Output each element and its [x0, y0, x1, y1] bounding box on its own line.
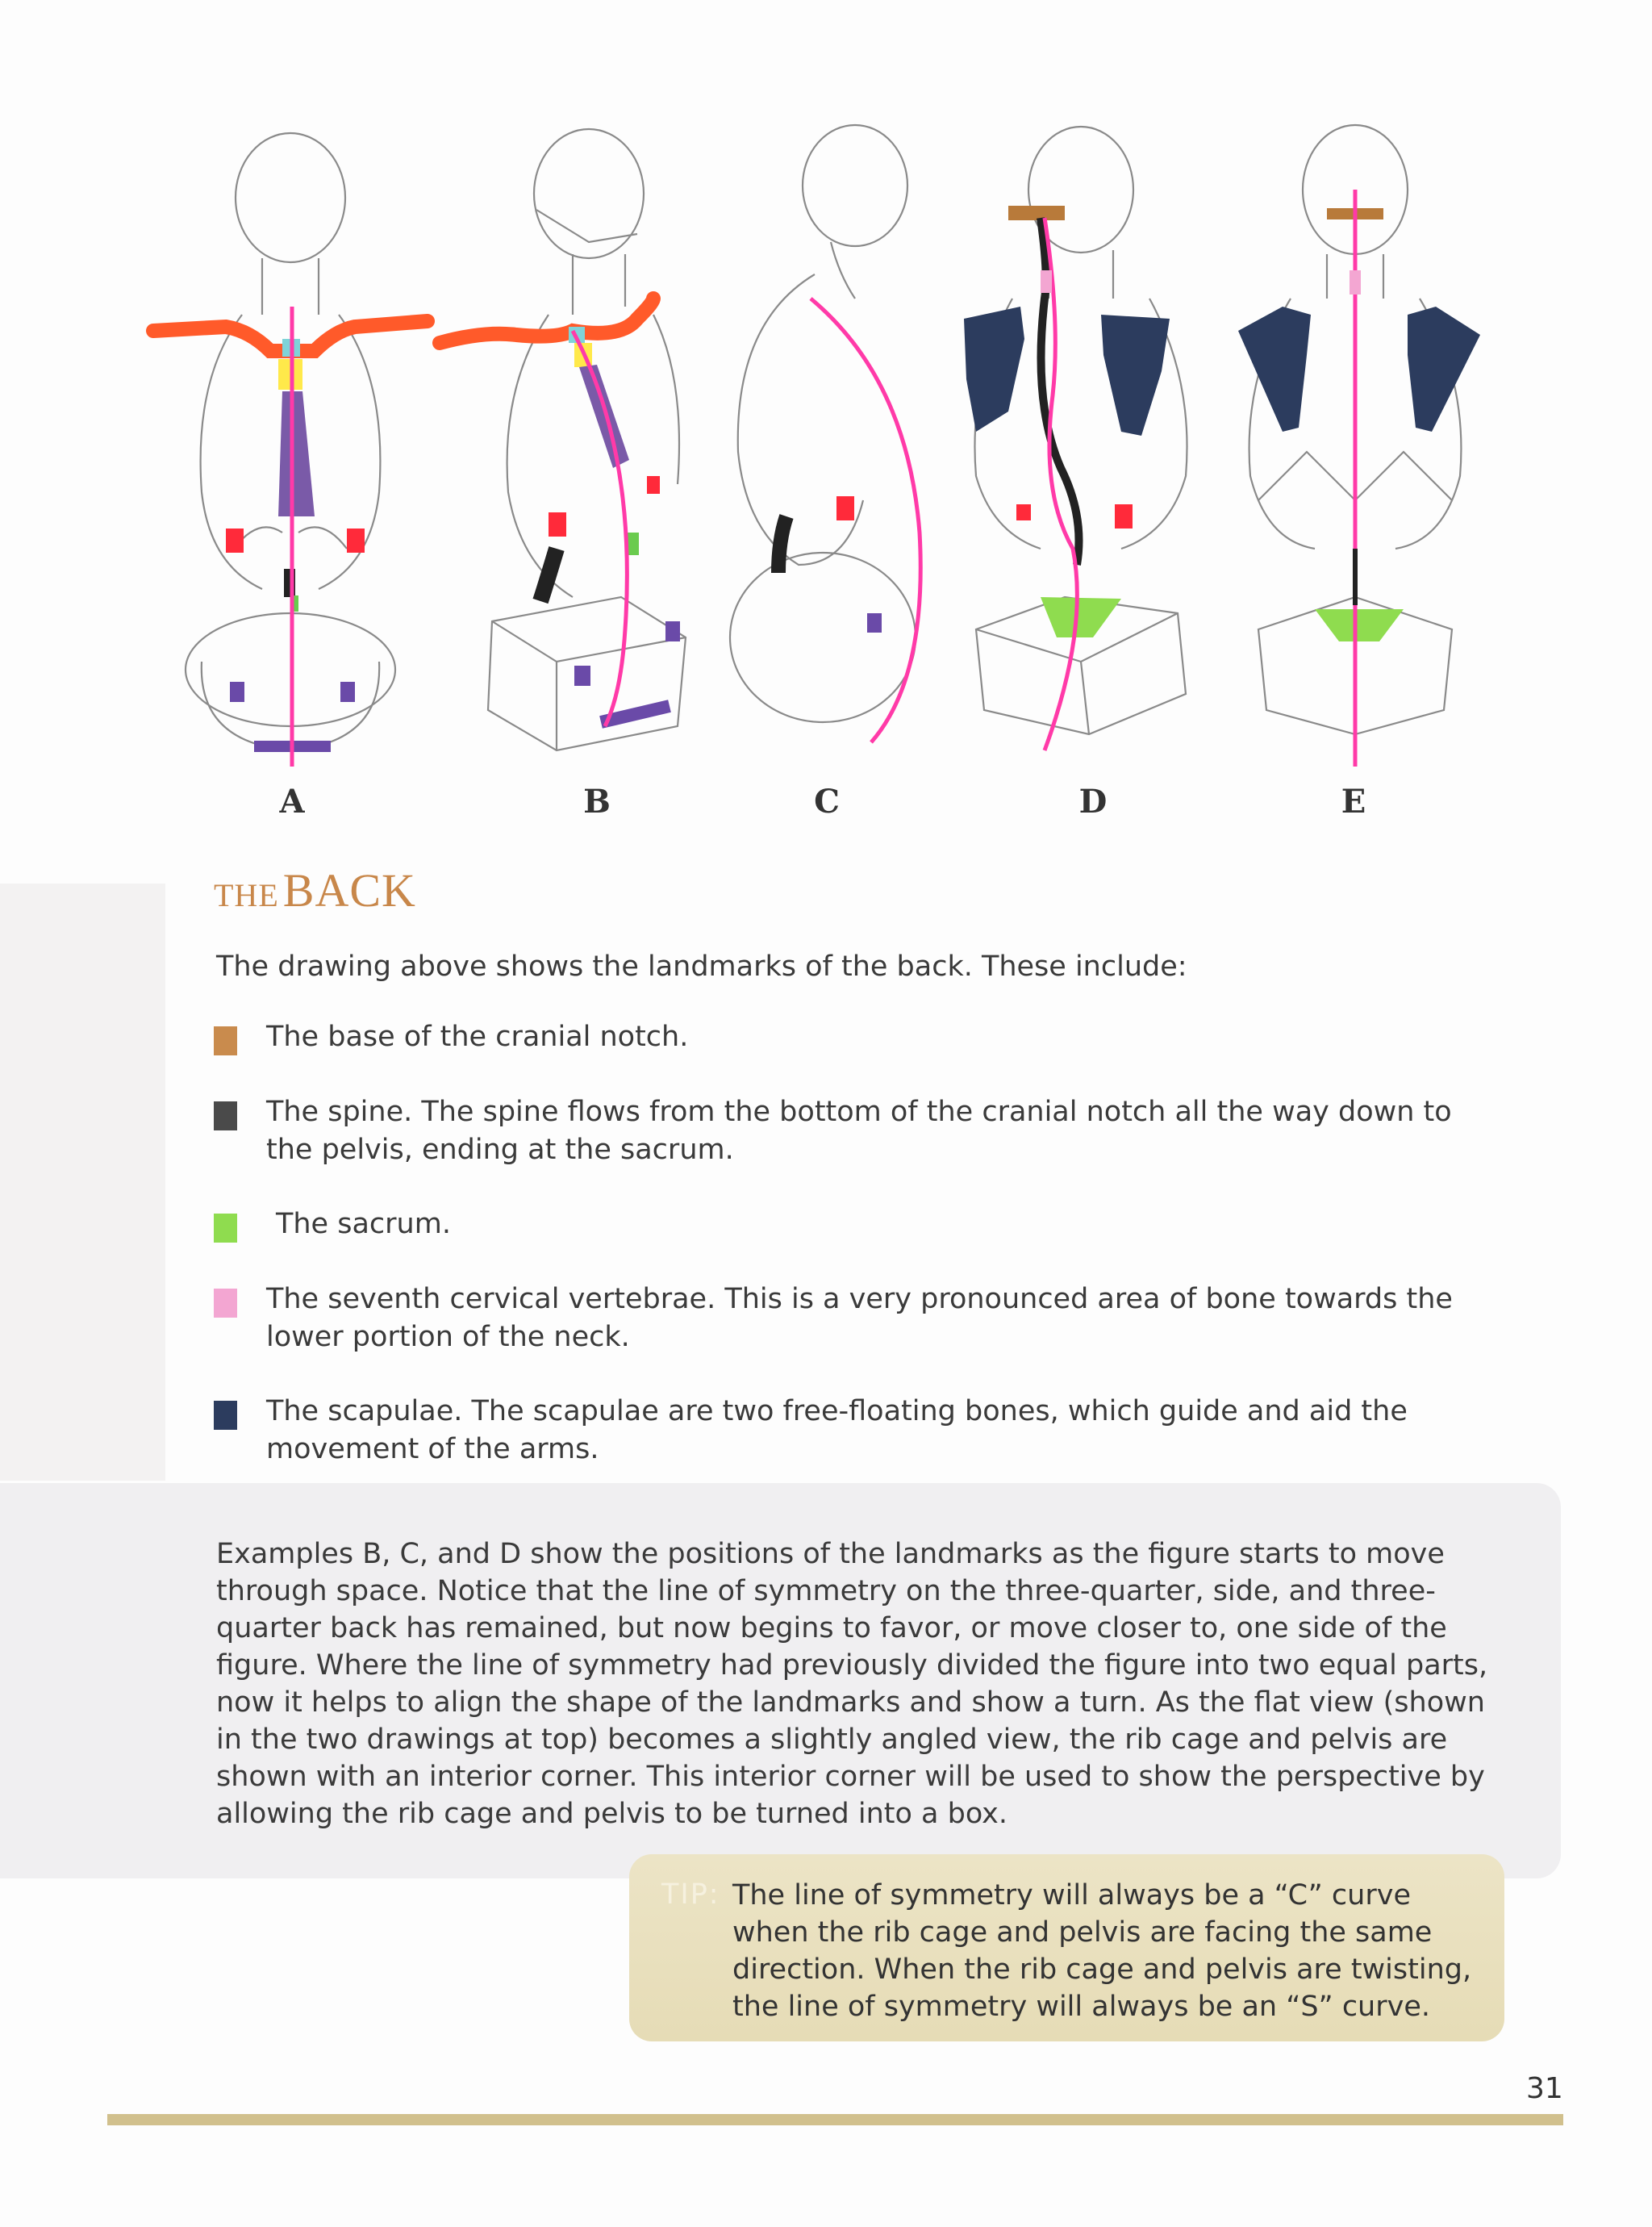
tip-label: TIP:: [661, 1878, 720, 1911]
section-title-small: THE: [214, 877, 279, 913]
tip-text: The line of symmetry will always be a “C” curve when the rib cage and pelvis are facing the same direction. When the rib cage and pelvis are twisting, the line of symmetry will always be an “S” curve.: [732, 1879, 1472, 2023]
landmark-text: The spine. The spine flows from the bottom of the cranial notch all the way down to the pelvis, ending at the sacrum.: [266, 1096, 1452, 1166]
landmark-swatch: [214, 1289, 237, 1318]
figure-label-e: E: [1341, 783, 1366, 821]
landmark-swatch: [214, 1401, 237, 1430]
landmark-item: [214, 1093, 1464, 1169]
figure-d-drawing: [974, 127, 1187, 734]
landmark-text: The scapulae. The scapulae are two free-floating bones, which guide and aid the movement of the arms.: [266, 1395, 1408, 1465]
figure-c-drawing: [730, 125, 916, 722]
landmark-text: The base of the cranial notch.: [266, 1021, 689, 1053]
landmark-text: The seventh cervical vertebrae. This is a very pronounced area of bone towards the lower portion of the neck.: [266, 1283, 1453, 1353]
section-title: [214, 863, 416, 917]
landmark-swatch: [214, 1101, 237, 1130]
torso-landmark-drawings: [121, 113, 1525, 775]
landmark-item: [214, 1281, 1464, 1356]
figure-b-drawing: [488, 129, 686, 750]
footer-rule: [107, 2114, 1563, 2125]
examples-paragraph: Examples B, C, and D show the positions of the landmarks as the figure starts to move through space. Notice that the line of symmetry on the three-quarter, side, and three-quarter back has remained, but now begins to favor, or move closer to, one side of the figure. Where the line of symmetry had previously divided the figure into two equal parts, now it helps to align the shape of the landmarks and show a turn. As the flat view (shown in the two drawings at top) becomes a slightly angled view, the rib cage and pelvis are shown with an interior corner. This interior corner will be used to show the perspective by allowing the rib cage and pelvis to be turned into a box.: [216, 1538, 1488, 1830]
tip-box: [629, 1854, 1504, 2041]
landmark-item: [214, 1018, 1464, 1056]
landmark-swatch: [214, 1214, 237, 1243]
figure-label-b: B: [583, 783, 611, 821]
section-title-big: BACK: [282, 864, 416, 917]
margin-shade: [0, 884, 165, 1481]
landmark-swatch: [214, 1026, 237, 1055]
figure-label-d: D: [1078, 783, 1108, 821]
landmark-item: [214, 1205, 1464, 1243]
figure-label-c: C: [814, 783, 840, 821]
intro-paragraph: The drawing above shows the landmarks of the back. These include:: [216, 951, 1187, 983]
landmark-item: [214, 1393, 1464, 1469]
page-number: 31: [1526, 2072, 1563, 2105]
landmark-text: The sacrum.: [276, 1208, 451, 1240]
figure-label-a: A: [279, 783, 305, 821]
